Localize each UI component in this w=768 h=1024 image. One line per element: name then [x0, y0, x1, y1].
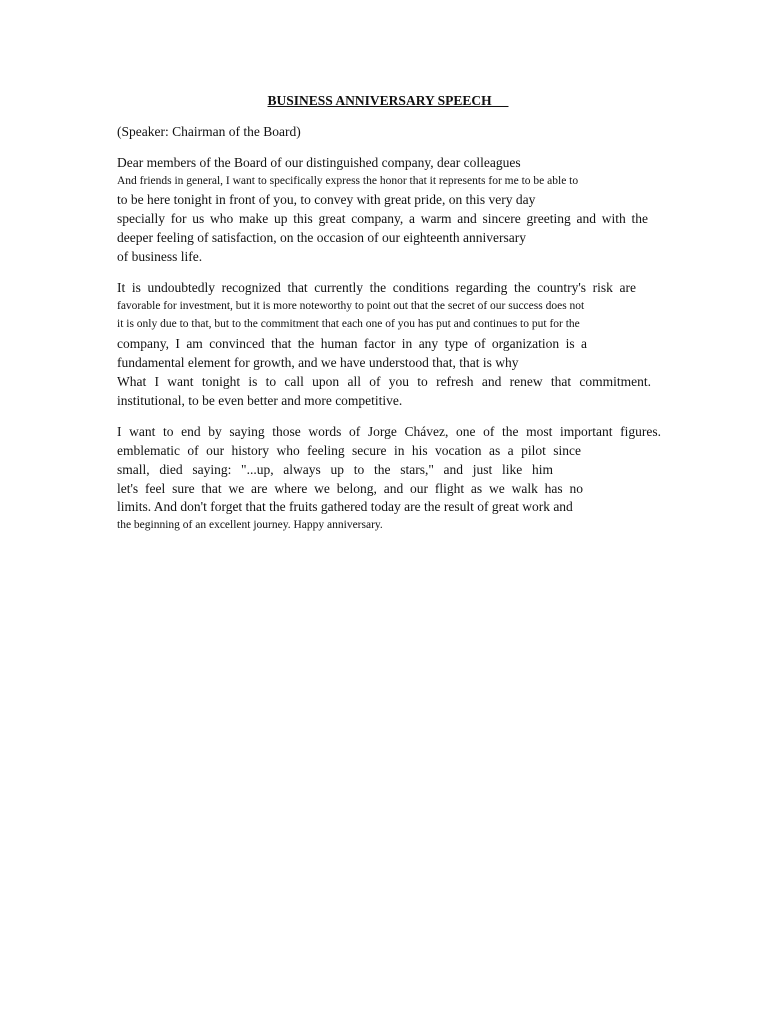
paragraph3-line1: I want to end by saying those words of Jorge Chávez, one of the most important figures.: [117, 424, 661, 439]
paragraph1-line3: to be here tonight in front of you, to convey with great pride, on this very day: [117, 192, 536, 207]
paragraph2-line2: favorable for investment, but it is more noteworthy to point out that the secret of our success does not: [117, 300, 585, 312]
paragraph2-line5: fundamental element for growth, and we have understood that, that is why: [117, 355, 519, 370]
speech-title: BUSINESS ANNIVERSARY SPEECH: [267, 93, 509, 108]
paragraph1-line1: Dear members of the Board of our distinguished company, dear colleagues: [117, 155, 521, 170]
speaker-line: (Speaker: Chairman of the Board): [117, 124, 301, 139]
paragraph3-line5: limits. And don't forget that the fruits gathered today are the result of great work and: [117, 499, 573, 514]
paragraph3-line6: the beginning of an excellent journey. Happy anniversary.: [117, 519, 383, 531]
paragraph1-line6: of business life.: [117, 249, 203, 264]
paragraph2-line7: institutional, to be even better and more competitive.: [117, 393, 403, 408]
paragraph1-line4: specially for us who make up this great company, a warm and sincere greeting and with the: [117, 211, 648, 226]
paragraph1-line2: And friends in general, I want to specifically express the honor that it represents for me to be able to: [117, 175, 579, 187]
paragraph3-line4: let's feel sure that we are where we belong, and our flight as we walk has no: [117, 481, 583, 496]
paragraph2-line3: it is only due to that, but to the commitment that each one of you has put and continues to put for the: [117, 318, 580, 330]
paragraph2-line1: It is undoubtedly recognized that currently the conditions regarding the country's risk are: [117, 280, 636, 295]
paragraph1-line5: deeper feeling of satisfaction, on the occasion of our eighteenth anniversary: [117, 230, 526, 245]
paragraph2-line6: What I want tonight is to call upon all of you to refresh and renew that commitment.: [117, 374, 651, 389]
paragraph3-line3: small, died saying: "...up, always up to the stars," and just like him: [117, 462, 553, 477]
paragraph2-line4: company, I am convinced that the human factor in any type of organization is a: [117, 336, 587, 351]
paragraph3-line2: emblematic of our history who feeling secure in his vocation as a pilot since: [117, 443, 581, 458]
